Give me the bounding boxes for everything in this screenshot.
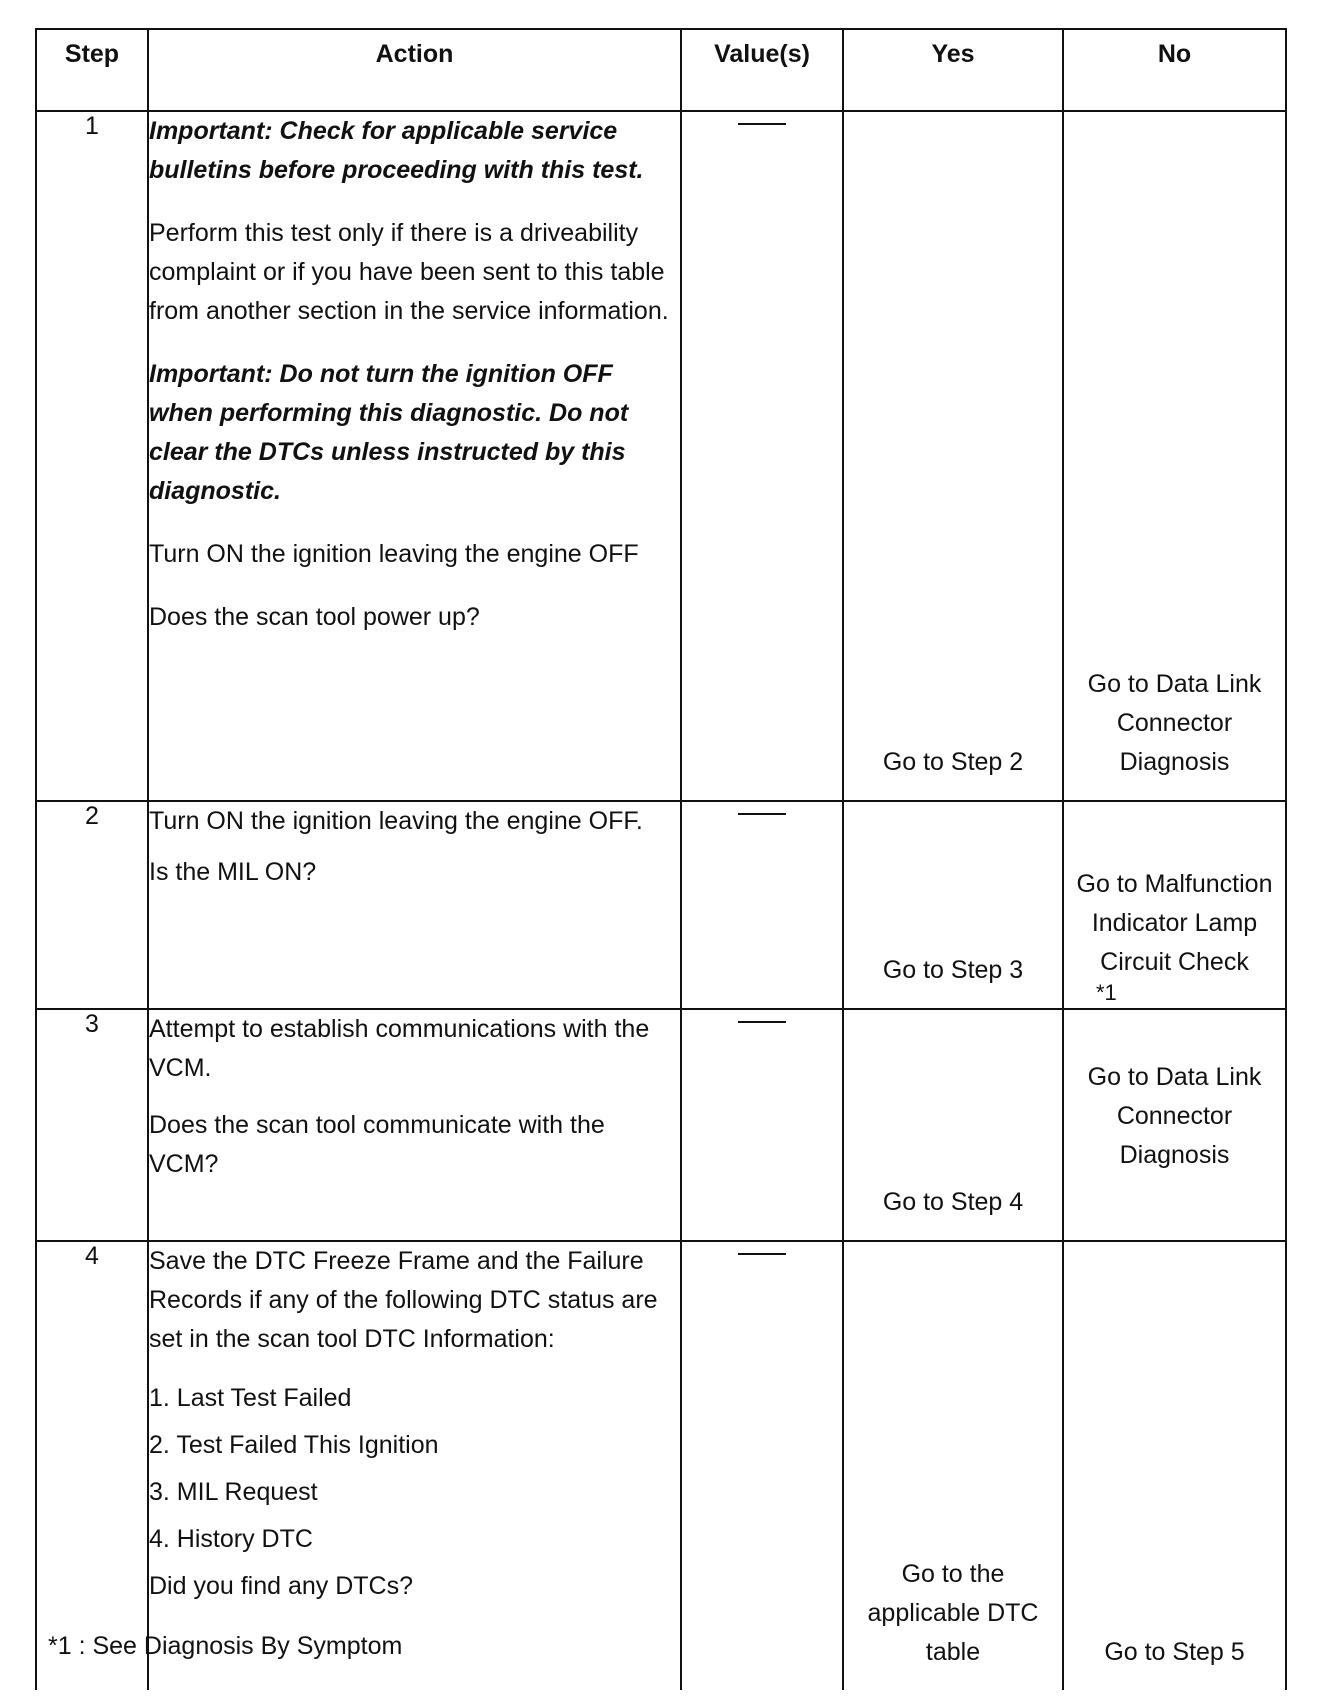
- header-step: Step: [36, 29, 148, 111]
- value-dash: [738, 1021, 786, 1023]
- action-text: Attempt to establish communications with the VCM.: [149, 1015, 650, 1082]
- list-item: 2. Test Failed This Ignition: [149, 1431, 439, 1459]
- table-row: [36, 111, 1286, 801]
- yes-cell: Go to Step 4: [843, 1009, 1063, 1241]
- value-cell: [681, 1241, 843, 1690]
- action-text: Save the DTC Freeze Frame and the Failure Records if any of the following DTC status are set in the scan tool DTC Information:: [149, 1247, 658, 1353]
- value-cell: [681, 801, 843, 1009]
- action-cell: [148, 801, 681, 1009]
- no-text: Go to Malfunction Indicator Lamp Circuit Check: [1076, 870, 1273, 976]
- action-question: Is the MIL ON?: [149, 858, 317, 886]
- diagnostic-table: [35, 28, 1287, 1690]
- action-question: Does the scan tool power up?: [149, 603, 480, 631]
- header-yes: Yes: [843, 29, 1063, 111]
- no-cell: [1063, 801, 1286, 1009]
- header-row: [36, 29, 1286, 111]
- action-cell: [148, 111, 681, 801]
- action-cell: [148, 1009, 681, 1241]
- value-cell: [681, 1009, 843, 1241]
- action-text: Turn ON the ignition leaving the engine OFF: [149, 540, 639, 568]
- step-number: 4: [36, 1241, 148, 1690]
- list-item: 1. Last Test Failed: [149, 1384, 352, 1412]
- step-number: 1: [36, 111, 148, 801]
- action-cell: [148, 1241, 681, 1690]
- step-number: 2: [36, 801, 148, 1009]
- step-number: 3: [36, 1009, 148, 1241]
- yes-cell: Go to Step 2: [843, 111, 1063, 801]
- value-cell: [681, 111, 843, 801]
- action-question: Does the scan tool communicate with the VCM?: [149, 1111, 605, 1178]
- footnote: *1 : See Diagnosis By Symptom: [48, 1632, 403, 1660]
- action-question: Did you find any DTCs?: [149, 1572, 414, 1600]
- no-cell: Go to Data Link Connector Diagnosis: [1063, 1009, 1286, 1241]
- table-row: [36, 1009, 1286, 1241]
- no-cell: Go to Data Link Connector Diagnosis: [1063, 111, 1286, 801]
- list-item: 3. MIL Request: [149, 1478, 318, 1506]
- important-note: Important: Do not turn the ignition OFF when performing this diagnostic. Do not clear the DTCs unless instructed by this diagnostic.: [149, 360, 629, 505]
- important-note: Important: Check for applicable service bulletins before proceeding with this test.: [149, 117, 644, 184]
- action-text: Perform this test only if there is a driveability complaint or if you have been sent to this table from another section in the service information.: [149, 219, 669, 325]
- header-values: Value(s): [681, 29, 843, 111]
- yes-cell: Go to the applicable DTC table: [843, 1241, 1063, 1690]
- table-row: [36, 1241, 1286, 1690]
- list-item: 4. History DTC: [149, 1525, 313, 1553]
- value-dash: [738, 1253, 786, 1255]
- yes-cell: Go to Step 3: [843, 801, 1063, 1009]
- table-row: [36, 801, 1286, 1009]
- value-dash: [738, 123, 786, 125]
- header-action: Action: [148, 29, 681, 111]
- no-cell: Go to Step 5: [1063, 1241, 1286, 1690]
- footnote-ref: *1: [1096, 980, 1117, 1005]
- action-text: Turn ON the ignition leaving the engine OFF.: [149, 807, 643, 835]
- value-dash: [738, 813, 786, 815]
- header-no: No: [1063, 29, 1286, 111]
